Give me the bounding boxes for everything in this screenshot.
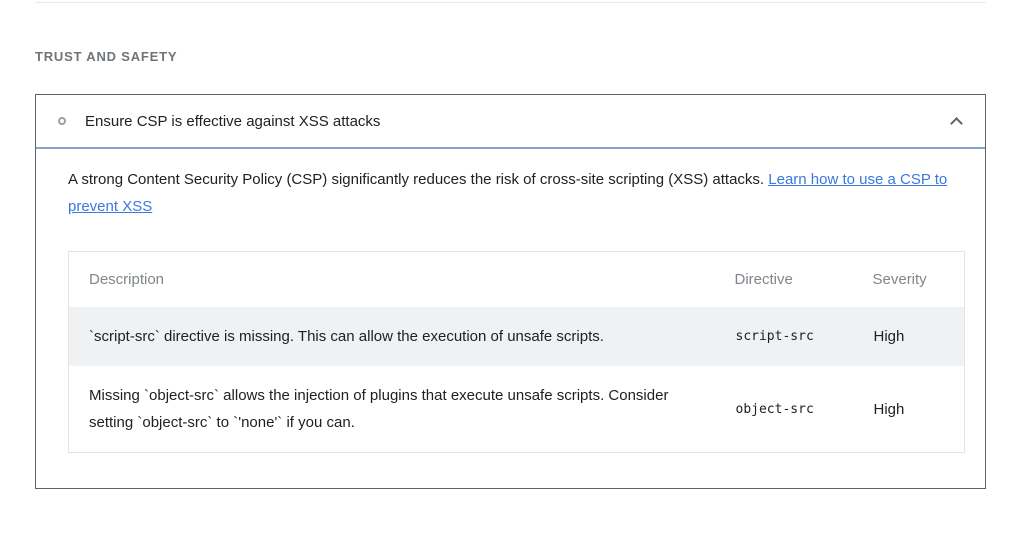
- audit-description: [68, 166, 965, 220]
- audit-header-toggle[interactable]: [36, 95, 985, 149]
- circle-outline-icon: [58, 117, 66, 125]
- audit-body: [36, 149, 985, 488]
- section-title: TRUST AND SAFETY: [35, 49, 178, 64]
- report-page: [0, 2, 1024, 489]
- finding-severity: High: [873, 400, 905, 418]
- column-header-description: Description: [69, 252, 735, 308]
- finding-description: `script-src` directive is missing. This can allow the execution of unsafe scripts.: [89, 328, 604, 345]
- audit-title: Ensure CSP is effective against XSS attacks: [85, 112, 381, 130]
- section-divider: [35, 2, 986, 3]
- table-row: [69, 307, 965, 366]
- column-header-severity: Severity: [873, 252, 965, 308]
- column-header-directive: Directive: [735, 252, 873, 308]
- audit-card: [35, 94, 986, 489]
- finding-directive: script-src: [735, 329, 814, 344]
- audit-description-text: A strong Content Security Policy (CSP) significantly reduces the risk of cross-site scripting (XSS) attacks.: [68, 171, 769, 188]
- finding-directive: object-src: [735, 401, 814, 417]
- findings-table: [68, 251, 965, 453]
- learn-more-link[interactable]: Learn how to use a CSP to prevent XSS: [68, 171, 948, 215]
- table-row: [69, 366, 965, 453]
- finding-description: Missing `object-src` allows the injection of plugins that execute unsafe scripts. Consider setting `object-src` to `'none'` if you can.: [89, 387, 669, 431]
- chevron-up-icon[interactable]: [950, 117, 963, 130]
- finding-severity: High: [873, 328, 905, 345]
- table-header-row: [69, 252, 965, 308]
